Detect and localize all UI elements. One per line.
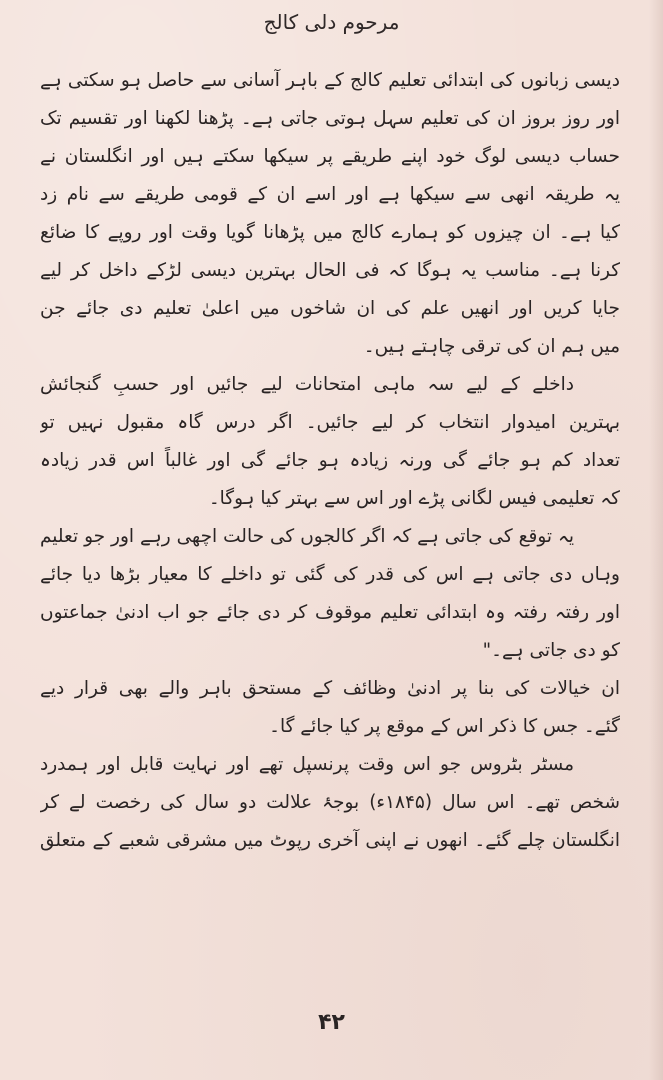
- page-number: ۴۲: [318, 1010, 345, 1035]
- text-line: کو دی جاتی ہے۔": [482, 640, 620, 661]
- paragraph: [40, 518, 620, 670]
- text-line: حساب دیسی لوگ خود اپنے طریقے پر سیکھا سکتے ہیں اور انگلستان نے: [40, 146, 620, 167]
- text-line: جایا کریں اور انھیں علم کی ان شاخوں میں اعلیٰ تعلیم دی جائے جن: [40, 298, 620, 319]
- text-line: یہ طریقہ انھی سے سیکھا ہے اور اسے ان کے قومی طریقے سے نام زد: [40, 184, 620, 205]
- text-line: انگلستان چلے گئے۔ انھوں نے اپنی آخری رپوٹ میں مشرقی شعبے کے متعلق: [40, 830, 620, 851]
- paragraph: [40, 670, 620, 746]
- text-line: وہاں دی جاتی ہے اس کی قدر کی گئی تو داخلے کا معیار بڑھا دیا جائے: [40, 564, 620, 585]
- text-line: یہ توقع کی جاتی ہے کہ اگر کالجوں کی حالت اچھی رہے اور جو تعلیم: [40, 526, 574, 547]
- text-line: دیسی زبانوں کی ابتدائی تعلیم کالج کے باہر آسانی سے حاصل ہو سکتی ہے: [40, 70, 620, 91]
- text-line: اور روز بروز ان کی تعلیم سہل ہوتی جاتی ہے۔ پڑھنا لکھنا اور تقسیم تک: [40, 108, 620, 129]
- text-line: داخلے کے لیے سہ ماہی امتحانات لیے جائیں اور حسبِ گنجائش: [40, 374, 574, 395]
- text-line: کیا ہے۔ ان چیزوں کو ہمارے کالج میں پڑھانا گویا وقت اور روپے کا ضائع: [40, 222, 620, 243]
- text-line: گئے۔ جس کا ذکر اس کے موقع پر کیا جائے گا۔: [269, 716, 620, 737]
- text-line: مسٹر بٹروس جو اس وقت پرنسپل تھے اور نہایت قابل اور ہمدرد: [40, 754, 574, 775]
- text-line: بہترین امیدوار انتخاب کر لیے جائیں۔ اگر درس گاہ مقبول نہیں تو: [40, 412, 620, 433]
- paragraph: [40, 62, 620, 366]
- text-line: شخص تھے۔ اس سال (۱۸۴۵ء) بوجۂ علالت دو سال کی رخصت لے کر: [40, 792, 620, 813]
- body-text: [40, 62, 620, 1002]
- paragraph: [40, 746, 620, 860]
- running-header: مرحوم دلی کالج: [263, 10, 400, 34]
- binding-shadow: [649, 0, 663, 1080]
- paragraph: [40, 366, 620, 518]
- text-line: میں ہم ان کی ترقی چاہتے ہیں۔: [363, 336, 620, 357]
- text-line: کرنا ہے۔ مناسب یہ ہوگا کہ فی الحال بہترین دیسی لڑکے داخل کر لیے: [40, 260, 620, 281]
- text-line: اور رفتہ رفتہ وہ ابتدائی تعلیم موقوف کر دی جائے جو اب ادنیٰ جماعتوں: [40, 602, 620, 623]
- text-line: کہ تعلیمی فیس لگانی پڑے اور اس سے بہتر کیا ہوگا۔: [208, 488, 620, 509]
- text-line: تعداد کم ہو جائے گی ورنہ زیادہ ہو جائے گی اور غالباً اس قدر زیادہ: [40, 450, 620, 471]
- text-line: ان خیالات کی بنا پر ادنیٰ وظائف کے مستحق باہر والے بھی قرار دیے: [40, 678, 620, 699]
